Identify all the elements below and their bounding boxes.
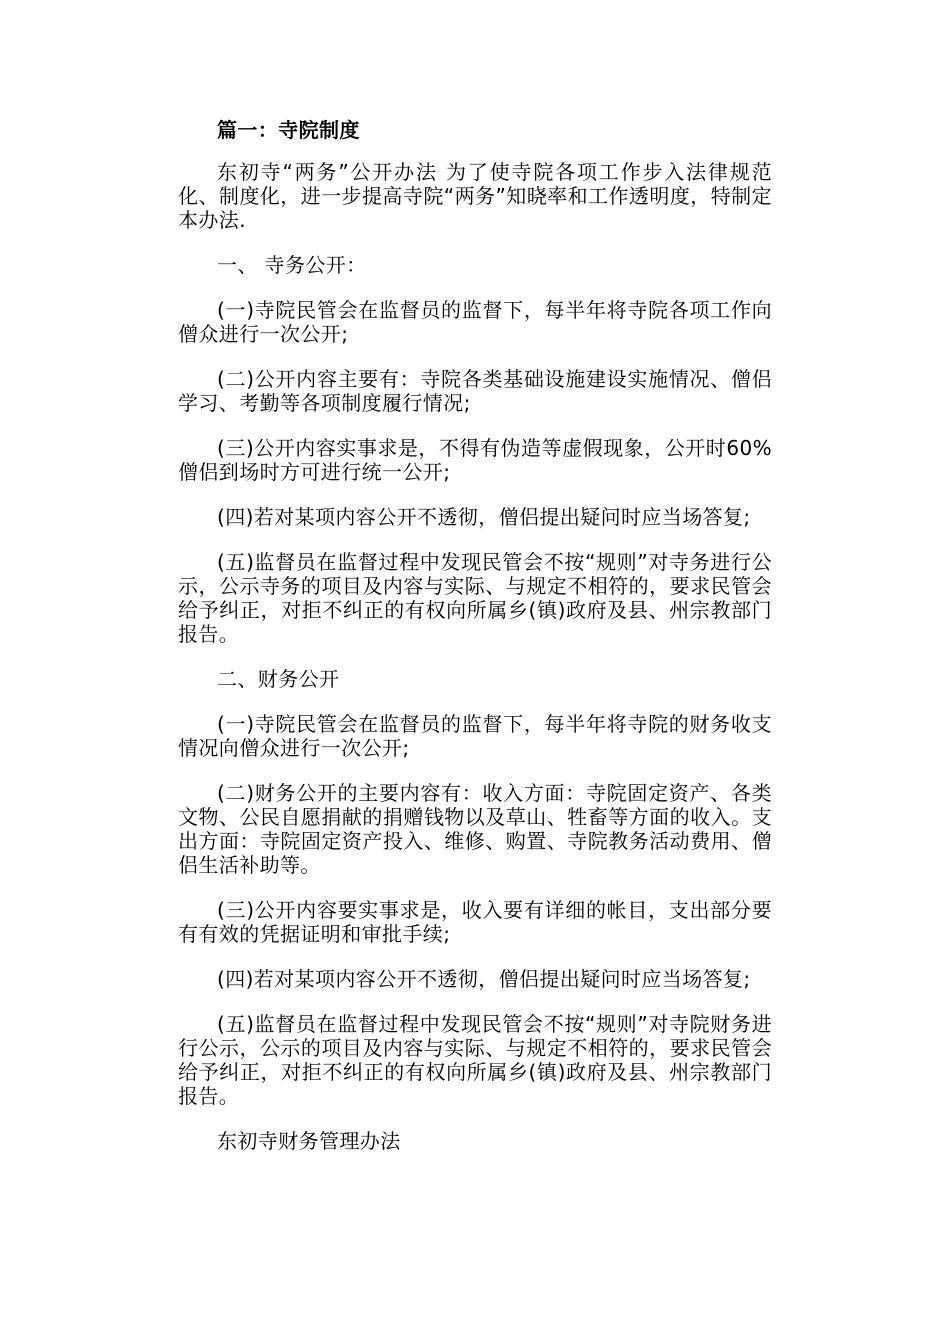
paragraph-temple-item-3: (三)公开内容实事求是，不得有伪造等虚假现象，公开时60%僧侣到场时方可进行统一公开; [178, 436, 772, 484]
document-page [178, 118, 772, 1174]
paragraph-finance-management-title: 东初寺财务管理办法 [217, 1129, 401, 1153]
paragraph-finance-item-5: (五)监督员在监督过程中发现民管会不按“规则”对寺院财务进行公示，公示的项目及内容与实际、与规定不相符的，要求民管会给予纠正，对拒不纠正的有权向所属乡(镇)政府及县、州宗教部门报告。 [178, 1012, 772, 1108]
section-heading-finance: 二、财务公开 [217, 667, 340, 691]
paragraph-temple-item-2: (二)公开内容主要有：寺院各类基础设施建设实施情况、僧侣学习、考勤等各项制度履行情况; [178, 367, 772, 415]
paragraph-temple-item-1: (一)寺院民管会在监督员的监督下，每半年将寺院各项工作向僧众进行一次公开; [178, 298, 772, 346]
paragraph-temple-item-5: (五)监督员在监督过程中发现民管会不按“规则”对寺务进行公示，公示寺务的项目及内容与实际、与规定不相符的，要求民管会给予纠正，对拒不纠正的有权向所属乡(镇)政府及县、州宗教部门报告。 [178, 550, 772, 646]
paragraph-finance-item-4: (四)若对某项内容公开不透彻，僧侣提出疑问时应当场答复; [217, 967, 751, 991]
section-heading-temple-affairs: 一、 寺务公开： [217, 253, 367, 277]
paragraph-temple-item-4: (四)若对某项内容公开不透彻，僧侣提出疑问时应当场答复; [217, 505, 751, 529]
paragraph-finance-item-1: (一)寺院民管会在监督员的监督下，每半年将寺院的财务收支情况向僧众进行一次公开; [178, 712, 772, 760]
paragraph-finance-item-3: (三)公开内容要实事求是，收入要有详细的帐目，支出部分要有有效的凭据证明和审批手续; [178, 898, 772, 946]
document-title: 篇一：寺院制度 [217, 118, 360, 142]
paragraph-finance-item-2: (二)财务公开的主要内容有：收入方面：寺院固定资产、各类文物、公民自愿捐献的捐赠钱物以及草山、牲畜等方面的收入。支出方面：寺院固定资产投入、维修、购置、寺院教务活动费用、僧侣生活补助等。 [178, 781, 772, 877]
paragraph-intro: 东初寺“两务”公开办法 为了使寺院各项工作步入法律规范化、制度化，进一步提高寺院“两务”知晓率和工作透明度，特制定本办法. [178, 160, 772, 232]
